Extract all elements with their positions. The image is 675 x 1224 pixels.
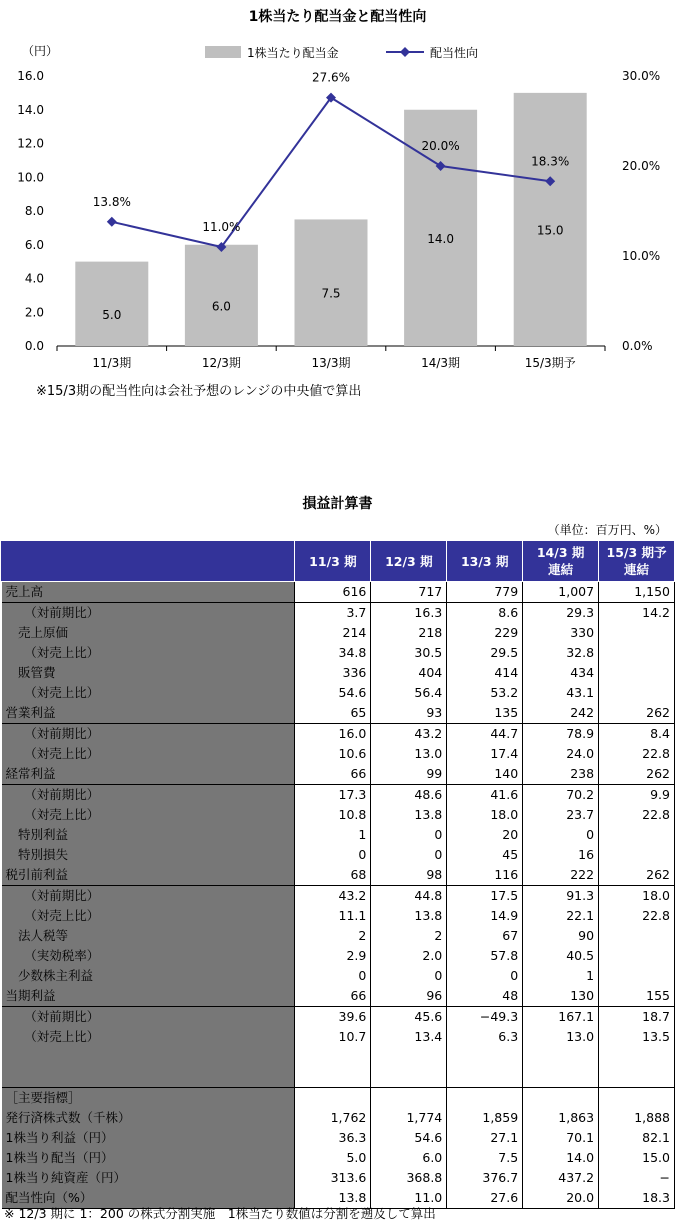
table-cell: 13.8 bbox=[371, 906, 447, 926]
payout-ratio-label: 13.8% bbox=[92, 194, 131, 209]
table-cell bbox=[371, 1088, 447, 1109]
table-cell: 0 bbox=[371, 845, 447, 865]
table-cell: 66 bbox=[295, 764, 371, 785]
table-cell: 67 bbox=[447, 926, 523, 946]
table-row bbox=[2, 785, 675, 806]
table-cell: 1,859 bbox=[447, 1108, 523, 1128]
table-cell: 34.8 bbox=[295, 643, 371, 663]
table-cell: 39.6 bbox=[295, 1007, 371, 1028]
table-cell: 2 bbox=[371, 926, 447, 946]
row-label: （対売上比） bbox=[2, 1027, 295, 1047]
dividend-chart bbox=[0, 30, 675, 375]
row-label: 法人税等 bbox=[2, 926, 295, 946]
y-tick-label: 4.0 bbox=[24, 271, 44, 286]
income-statement-title: 損益計算書 bbox=[302, 496, 373, 512]
table-cell bbox=[599, 683, 675, 703]
table-cell: 717 bbox=[371, 582, 447, 603]
table-cell: 437.2 bbox=[523, 1168, 599, 1188]
table-cell: 13.8 bbox=[371, 805, 447, 825]
table-row bbox=[2, 966, 675, 986]
table-cell: 18.0 bbox=[599, 886, 675, 907]
dividend-bar bbox=[295, 219, 368, 346]
table-cell: 1 bbox=[523, 966, 599, 986]
table-cell: 54.6 bbox=[371, 1128, 447, 1148]
table-cell: 17.3 bbox=[295, 785, 371, 806]
table-cell: 13.0 bbox=[371, 744, 447, 764]
table-cell: 140 bbox=[447, 764, 523, 785]
table-cell: 1,007 bbox=[523, 582, 599, 603]
table-cell: 20.0 bbox=[523, 1188, 599, 1209]
row-label: 当期利益 bbox=[2, 986, 295, 1007]
table-cell: 376.7 bbox=[447, 1168, 523, 1188]
table-cell: 48 bbox=[447, 986, 523, 1007]
table-cell: 6.3 bbox=[447, 1027, 523, 1047]
table-cell: 779 bbox=[447, 582, 523, 603]
x-tick-label: 11/3期 bbox=[92, 356, 132, 370]
row-label: （対前期比） bbox=[2, 886, 295, 907]
table-cell: 82.1 bbox=[599, 1128, 675, 1148]
dividend-bar bbox=[514, 93, 587, 346]
row-label: （対売上比） bbox=[2, 683, 295, 703]
table-cell: 10.7 bbox=[295, 1027, 371, 1047]
row-label: 少数株主利益 bbox=[2, 966, 295, 986]
table-cell: 48.6 bbox=[371, 785, 447, 806]
table-cell bbox=[599, 1088, 675, 1109]
table-cell: 96 bbox=[371, 986, 447, 1007]
row-label: （実効税率） bbox=[2, 946, 295, 966]
table-cell: 22.8 bbox=[599, 906, 675, 926]
table-cell: 68 bbox=[295, 865, 371, 886]
payout-ratio-label: 18.3% bbox=[531, 154, 570, 169]
table-cell: 1,888 bbox=[599, 1108, 675, 1128]
table-cell bbox=[295, 1067, 371, 1088]
table-cell: 14.2 bbox=[599, 603, 675, 624]
y2-tick-label: 10.0% bbox=[622, 249, 661, 263]
y-tick-label: 10.0 bbox=[17, 170, 44, 185]
table-cell: 98 bbox=[371, 865, 447, 886]
table-cell: 262 bbox=[599, 865, 675, 886]
table-cell: 414 bbox=[447, 663, 523, 683]
table-row bbox=[2, 946, 675, 966]
row-label: 1株当り純資産（円） bbox=[2, 1168, 295, 1188]
table-row bbox=[2, 865, 675, 886]
dividend-bar bbox=[75, 262, 148, 346]
table-cell: 65 bbox=[295, 703, 371, 724]
row-label: （対売上比） bbox=[2, 744, 295, 764]
table-cell: 45 bbox=[447, 845, 523, 865]
table-cell: 70.1 bbox=[523, 1128, 599, 1148]
table-cell bbox=[523, 1088, 599, 1109]
table-cell: 29.5 bbox=[447, 643, 523, 663]
table-cell: 29.3 bbox=[523, 603, 599, 624]
table-cell: 32.8 bbox=[523, 643, 599, 663]
table-cell bbox=[599, 966, 675, 986]
table-row bbox=[2, 1007, 675, 1028]
table-cell: 53.2 bbox=[447, 683, 523, 703]
table-cell: 43.2 bbox=[295, 886, 371, 907]
table-cell: 10.6 bbox=[295, 744, 371, 764]
table-cell bbox=[447, 1088, 523, 1109]
table-cell: 22.1 bbox=[523, 906, 599, 926]
table-cell bbox=[599, 663, 675, 683]
table-cell: 15.0 bbox=[599, 1148, 675, 1168]
header-corner bbox=[2, 541, 295, 582]
column-header: 15/3 期予 連結 bbox=[599, 541, 675, 582]
table-cell: 20 bbox=[447, 825, 523, 845]
row-label: （対売上比） bbox=[2, 805, 295, 825]
table-cell: 218 bbox=[371, 623, 447, 643]
table-cell: 262 bbox=[599, 764, 675, 785]
table-cell bbox=[523, 1067, 599, 1088]
table-cell: 22.8 bbox=[599, 744, 675, 764]
table-row bbox=[2, 582, 675, 603]
table-cell: 66 bbox=[295, 986, 371, 1007]
table-row bbox=[2, 683, 675, 703]
table-cell: 214 bbox=[295, 623, 371, 643]
chart-legend bbox=[205, 45, 478, 60]
table-row bbox=[2, 1168, 675, 1188]
payout-ratio-label: 27.6% bbox=[311, 70, 351, 85]
table-cell: 262 bbox=[599, 703, 675, 724]
table-cell: 16.3 bbox=[371, 603, 447, 624]
row-label: （対前期比） bbox=[2, 785, 295, 806]
table-cell: 336 bbox=[295, 663, 371, 683]
table-cell: 5.0 bbox=[295, 1148, 371, 1168]
table-cell: 24.0 bbox=[523, 744, 599, 764]
x-tick-label: 13/3期 bbox=[311, 356, 351, 370]
row-label: 売上原価 bbox=[2, 623, 295, 643]
table-cell: 0 bbox=[295, 966, 371, 986]
x-tick-label: 15/3期予 bbox=[524, 356, 576, 370]
table-cell: 0 bbox=[371, 966, 447, 986]
y-axis-unit: （円） bbox=[22, 44, 59, 58]
table-cell: 13.4 bbox=[371, 1027, 447, 1047]
row-label: （対前期比） bbox=[2, 603, 295, 624]
dividend-bars bbox=[75, 93, 586, 346]
table-cell: 1,774 bbox=[371, 1108, 447, 1128]
y-tick-label: 14.0 bbox=[17, 102, 44, 117]
table-cell: 14.9 bbox=[447, 906, 523, 926]
table-row bbox=[2, 805, 675, 825]
y2-tick-label: 20.0% bbox=[622, 159, 661, 173]
row-label: 売上高 bbox=[2, 582, 295, 603]
table-cell: 78.9 bbox=[523, 724, 599, 745]
column-header: 11/3 期 bbox=[295, 541, 371, 582]
table-cell: 44.8 bbox=[371, 886, 447, 907]
y-tick-label: 0.0 bbox=[24, 339, 44, 353]
table-cell: 0 bbox=[371, 825, 447, 845]
table-row bbox=[2, 906, 675, 926]
table-cell: 40.5 bbox=[523, 946, 599, 966]
legend-line-label: 配当性向 bbox=[430, 46, 479, 60]
table-cell: 13.5 bbox=[599, 1027, 675, 1047]
table-cell: 1,863 bbox=[523, 1108, 599, 1128]
table-cell: 229 bbox=[447, 623, 523, 643]
table-cell: 43.2 bbox=[371, 724, 447, 745]
table-cell: 43.1 bbox=[523, 683, 599, 703]
table-row bbox=[2, 703, 675, 724]
table-header-row bbox=[2, 541, 675, 582]
x-tick-label: 14/3期 bbox=[421, 356, 461, 370]
footnote: ※ 12/3 期に 1：200 の株式分割実施 1株当たり数値は分割を遡及して算出 bbox=[4, 1206, 436, 1221]
table-cell: 242 bbox=[523, 703, 599, 724]
table-cell: 330 bbox=[523, 623, 599, 643]
row-label: 経常利益 bbox=[2, 764, 295, 785]
table-cell: 90 bbox=[523, 926, 599, 946]
table-row bbox=[2, 663, 675, 683]
table-cell: 404 bbox=[371, 663, 447, 683]
table-row bbox=[2, 886, 675, 907]
row-label: 営業利益 bbox=[2, 703, 295, 724]
row-label: （対前期比） bbox=[2, 1007, 295, 1028]
table-cell: 0 bbox=[447, 966, 523, 986]
payout-ratio-label: 11.0% bbox=[202, 220, 241, 234]
table-cell: 155 bbox=[599, 986, 675, 1007]
bar-value-label: 7.5 bbox=[321, 286, 341, 301]
table-cell: 44.7 bbox=[447, 724, 523, 745]
chart-title: 1株当たり配当金と配当性向 bbox=[248, 9, 427, 25]
income-statement-table bbox=[1, 540, 675, 1209]
table-cell bbox=[599, 643, 675, 663]
table-row bbox=[2, 1128, 675, 1148]
table-cell: 93 bbox=[371, 703, 447, 724]
table-cell: 7.5 bbox=[447, 1148, 523, 1168]
table-cell: 16 bbox=[523, 845, 599, 865]
column-header: 13/3 期 bbox=[447, 541, 523, 582]
table-row bbox=[2, 845, 675, 865]
table-cell: 45.6 bbox=[371, 1007, 447, 1028]
table-cell: 18.3 bbox=[599, 1188, 675, 1209]
table-cell: 167.1 bbox=[523, 1007, 599, 1028]
row-label bbox=[2, 1047, 295, 1067]
bar-value-label: 14.0 bbox=[427, 231, 454, 246]
table-cell: 1,762 bbox=[295, 1108, 371, 1128]
row-label: 税引前利益 bbox=[2, 865, 295, 886]
table-cell: 91.3 bbox=[523, 886, 599, 907]
table-cell: 130 bbox=[523, 986, 599, 1007]
x-tick-label: 12/3期 bbox=[201, 356, 241, 370]
table-cell: 27.6 bbox=[447, 1188, 523, 1209]
table-cell bbox=[447, 1067, 523, 1088]
table-row bbox=[2, 1088, 675, 1109]
table-cell: 27.1 bbox=[447, 1128, 523, 1148]
table-row bbox=[2, 744, 675, 764]
row-label: （対前期比） bbox=[2, 724, 295, 745]
table-cell: 313.6 bbox=[295, 1168, 371, 1188]
bar-value-label: 6.0 bbox=[211, 299, 231, 314]
table-cell: 11.0 bbox=[371, 1188, 447, 1209]
table-cell: 2.0 bbox=[371, 946, 447, 966]
table-cell bbox=[599, 1047, 675, 1067]
table-cell: 6.0 bbox=[371, 1148, 447, 1168]
unit-label: （単位：百万円、%） bbox=[547, 523, 667, 537]
table-row bbox=[2, 724, 675, 745]
table-cell bbox=[371, 1047, 447, 1067]
table-cell: 2.9 bbox=[295, 946, 371, 966]
table-row bbox=[2, 1108, 675, 1128]
table-cell: 9.9 bbox=[599, 785, 675, 806]
table-cell: 2 bbox=[295, 926, 371, 946]
column-header: 12/3 期 bbox=[371, 541, 447, 582]
row-label: （対売上比） bbox=[2, 906, 295, 926]
legend-line-marker bbox=[400, 47, 410, 57]
column-header: 14/3 期 連結 bbox=[523, 541, 599, 582]
table-row bbox=[2, 643, 675, 663]
table-cell: 8.4 bbox=[599, 724, 675, 745]
table-cell: 116 bbox=[447, 865, 523, 886]
table-row bbox=[2, 986, 675, 1007]
table-cell: 16.0 bbox=[295, 724, 371, 745]
table-cell bbox=[599, 825, 675, 845]
table-row bbox=[2, 764, 675, 785]
bar-value-label: 15.0 bbox=[536, 223, 564, 238]
table-cell bbox=[371, 1067, 447, 1088]
row-label: 特別利益 bbox=[2, 825, 295, 845]
table-cell: 222 bbox=[523, 865, 599, 886]
row-label bbox=[2, 1067, 295, 1088]
table-row bbox=[2, 603, 675, 624]
table-cell: 0 bbox=[523, 825, 599, 845]
table-row bbox=[2, 926, 675, 946]
table-cell: 135 bbox=[447, 703, 523, 724]
table-row bbox=[2, 623, 675, 643]
table-cell: 57.8 bbox=[447, 946, 523, 966]
table-cell: 56.4 bbox=[371, 683, 447, 703]
table-cell: 13.0 bbox=[523, 1027, 599, 1047]
table-cell bbox=[599, 946, 675, 966]
table-cell: 3.7 bbox=[295, 603, 371, 624]
table-cell: 13.8 bbox=[295, 1188, 371, 1209]
row-label: 特別損失 bbox=[2, 845, 295, 865]
table-cell: 54.6 bbox=[295, 683, 371, 703]
table-cell: 30.5 bbox=[371, 643, 447, 663]
table-cell: 434 bbox=[523, 663, 599, 683]
y2-tick-label: 0.0% bbox=[622, 339, 653, 353]
table-cell: 1,150 bbox=[599, 582, 675, 603]
row-label: 1株当り配当（円） bbox=[2, 1148, 295, 1168]
table-cell: 616 bbox=[295, 582, 371, 603]
y-tick-label: 12.0 bbox=[17, 136, 44, 151]
table-cell: 41.6 bbox=[447, 785, 523, 806]
legend-bar-label: 1株当たり配当金 bbox=[247, 46, 339, 60]
dividend-bar bbox=[185, 245, 258, 346]
table-cell bbox=[295, 1047, 371, 1067]
table-cell: 17.4 bbox=[447, 744, 523, 764]
bar-value-label: 5.0 bbox=[102, 307, 122, 322]
table-row bbox=[2, 825, 675, 845]
table-cell: 22.8 bbox=[599, 805, 675, 825]
table-row bbox=[2, 1047, 675, 1067]
y-tick-label: 8.0 bbox=[24, 204, 44, 218]
table-cell bbox=[599, 1067, 675, 1088]
chart-note: ※15/3期の配当性向は会社予想のレンジの中央値で算出 bbox=[36, 384, 362, 399]
legend-bar-swatch bbox=[205, 46, 241, 58]
row-label: 配当性向（%） bbox=[2, 1188, 295, 1209]
table-cell: 0 bbox=[295, 845, 371, 865]
table-cell bbox=[599, 926, 675, 946]
row-label: 1株当り利益（円） bbox=[2, 1128, 295, 1148]
table-cell bbox=[295, 1088, 371, 1109]
table-cell bbox=[523, 1047, 599, 1067]
row-label: ［主要指標］ bbox=[2, 1088, 295, 1109]
table-cell: 18.0 bbox=[447, 805, 523, 825]
table-row bbox=[2, 1067, 675, 1088]
row-label: 発行済株式数（千株） bbox=[2, 1108, 295, 1128]
table-row bbox=[2, 1148, 675, 1168]
y2-tick-label: 30.0% bbox=[622, 69, 661, 83]
table-cell: 238 bbox=[523, 764, 599, 785]
table-cell: 8.6 bbox=[447, 603, 523, 624]
table-cell bbox=[599, 623, 675, 643]
table-cell: 14.0 bbox=[523, 1148, 599, 1168]
table-cell: 11.1 bbox=[295, 906, 371, 926]
table-cell: 17.5 bbox=[447, 886, 523, 907]
y-tick-label: 6.0 bbox=[24, 237, 44, 252]
row-label: 販管費 bbox=[2, 663, 295, 683]
y-tick-label: 16.0 bbox=[17, 69, 44, 83]
row-label: （対売上比） bbox=[2, 643, 295, 663]
table-cell: 1 bbox=[295, 825, 371, 845]
table-cell: 23.7 bbox=[523, 805, 599, 825]
table-cell: 18.7 bbox=[599, 1007, 675, 1028]
table-cell: 99 bbox=[371, 764, 447, 785]
table-cell: − bbox=[599, 1168, 675, 1188]
table-cell: 36.3 bbox=[295, 1128, 371, 1148]
table-cell bbox=[447, 1047, 523, 1067]
y-tick-label: 2.0 bbox=[24, 305, 44, 320]
table-cell: 368.8 bbox=[371, 1168, 447, 1188]
table-cell bbox=[599, 845, 675, 865]
table-cell: 70.2 bbox=[523, 785, 599, 806]
payout-ratio-point bbox=[107, 217, 117, 227]
table-cell: 10.8 bbox=[295, 805, 371, 825]
payout-ratio-label: 20.0% bbox=[421, 139, 460, 153]
table-cell: −49.3 bbox=[447, 1007, 523, 1028]
table-row bbox=[2, 1027, 675, 1047]
